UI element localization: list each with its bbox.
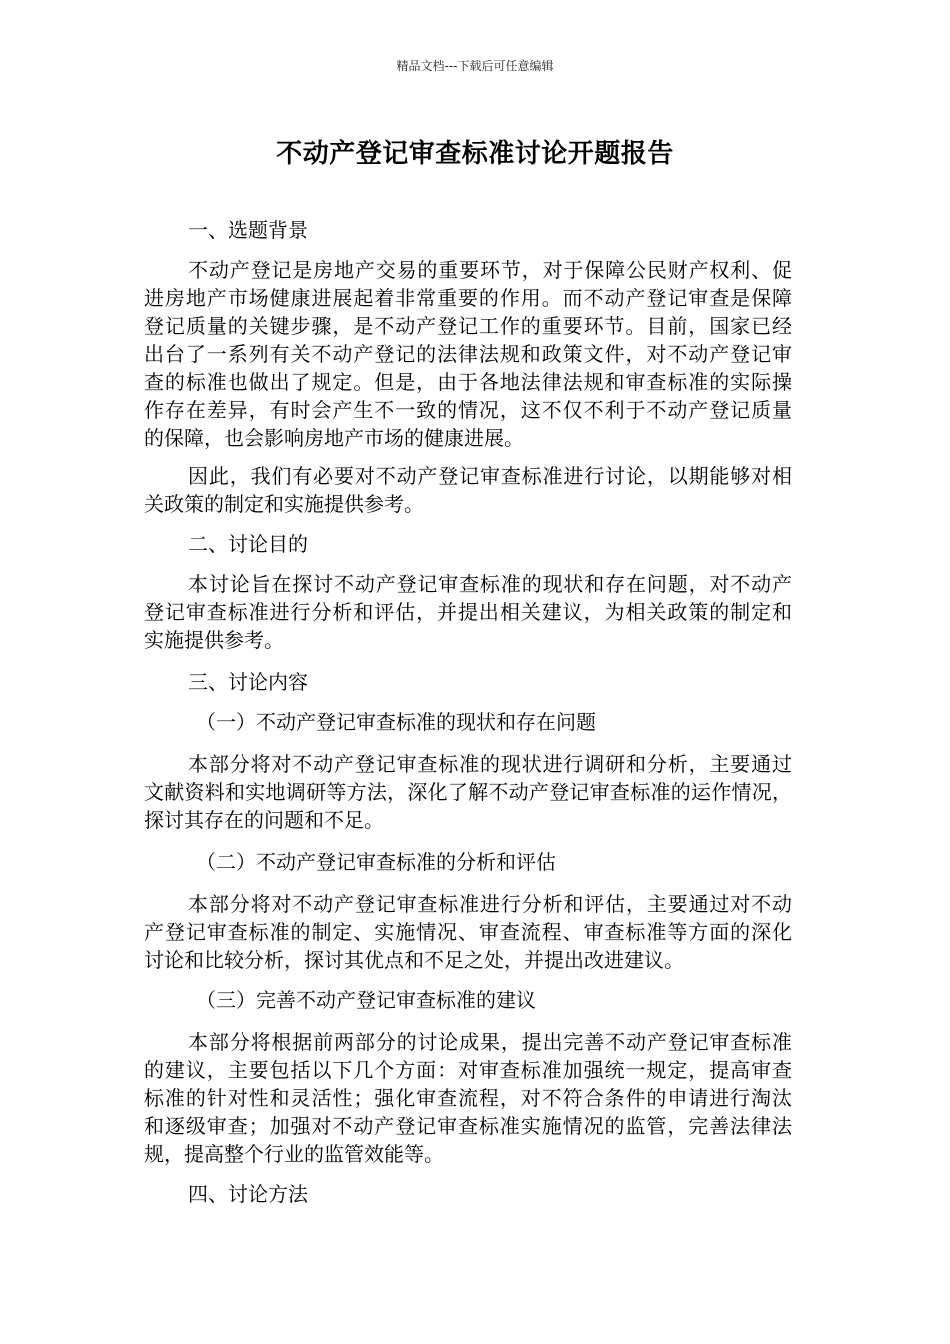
text-line: 的保障，也会影响房地产市场的健康进展。 bbox=[144, 426, 524, 450]
text-line: 出台了一系列有关不动产登记的法律法规和政策文件，对不动产登记审 bbox=[144, 342, 792, 366]
text-line: 规，提高整个行业的监管效能等。 bbox=[144, 1142, 444, 1166]
text-line: 本部分将对不动产登记审查标准进行分析和评估，主要通过对不动 bbox=[188, 892, 792, 916]
text-line: 进房地产市场健康进展起着非常重要的作用。而不动产登记审查是保障 bbox=[144, 286, 792, 310]
text-line: 四、讨论方法 bbox=[188, 1182, 308, 1206]
text-line: 产登记审查标准的制定、实施情况、审查流程、审查标准等方面的深化 bbox=[144, 920, 792, 944]
text-line: 不动产登记是房地产交易的重要环节，对于保障公民财产权利、促 bbox=[188, 258, 792, 282]
text-line: 和逐级审查；加强对不动产登记审查标准实施情况的监管，完善法律法 bbox=[144, 1114, 792, 1138]
text-line: （一）不动产登记审查标准的现状和存在问题 bbox=[196, 710, 596, 734]
text-line: 的建议，主要包括以下几个方面：对审查标准加强统一规定，提高审查 bbox=[144, 1058, 792, 1082]
text-line: 标准的针对性和灵活性；强化审查流程，对不符合条件的申请进行淘汰 bbox=[144, 1086, 792, 1110]
text-line: 三、讨论内容 bbox=[188, 670, 308, 694]
text-line: 讨论和比较分析，探讨其优点和不足之处，并提出改进建议。 bbox=[144, 948, 684, 972]
text-line: 二、讨论目的 bbox=[188, 532, 308, 556]
text-line: 登记质量的关键步骤，是不动产登记工作的重要环节。目前，国家已经 bbox=[144, 314, 792, 338]
text-line: 一、选题背景 bbox=[188, 218, 308, 242]
text-line: 关政策的制定和实施提供参考。 bbox=[144, 492, 424, 516]
document-title: 不动产登记审查标准讨论开题报告 bbox=[276, 139, 674, 169]
text-line: 查的标准也做出了规定。但是，由于各地法律法规和审查标准的实际操 bbox=[144, 370, 792, 394]
text-line: 实施提供参考。 bbox=[144, 628, 284, 652]
text-line: 因此，我们有必要对不动产登记审查标准进行讨论，以期能够对相 bbox=[188, 464, 792, 488]
text-line: 本部分将根据前两部分的讨论成果，提出完善不动产登记审查标准 bbox=[188, 1030, 792, 1054]
text-line: （二）不动产登记审查标准的分析和评估 bbox=[196, 850, 556, 874]
page-header-note: 精品文档---下载后可任意编辑 bbox=[396, 59, 554, 73]
text-line: 作存在差异，有时会产生不一致的情况，这不仅不利于不动产登记质量 bbox=[144, 398, 792, 422]
text-line: 登记审查标准进行分析和评估，并提出相关建议，为相关政策的制定和 bbox=[144, 600, 792, 624]
text-line: （三）完善不动产登记审查标准的建议 bbox=[196, 988, 536, 1012]
text-line: 本讨论旨在探讨不动产登记审查标准的现状和存在问题，对不动产 bbox=[188, 572, 792, 596]
text-line: 本部分将对不动产登记审查标准的现状进行调研和分析，主要通过 bbox=[188, 752, 792, 776]
text-line: 文献资料和实地调研等方法，深化了解不动产登记审查标准的运作情况， bbox=[144, 780, 792, 804]
text-line: 探讨其存在的问题和不足。 bbox=[144, 808, 384, 832]
